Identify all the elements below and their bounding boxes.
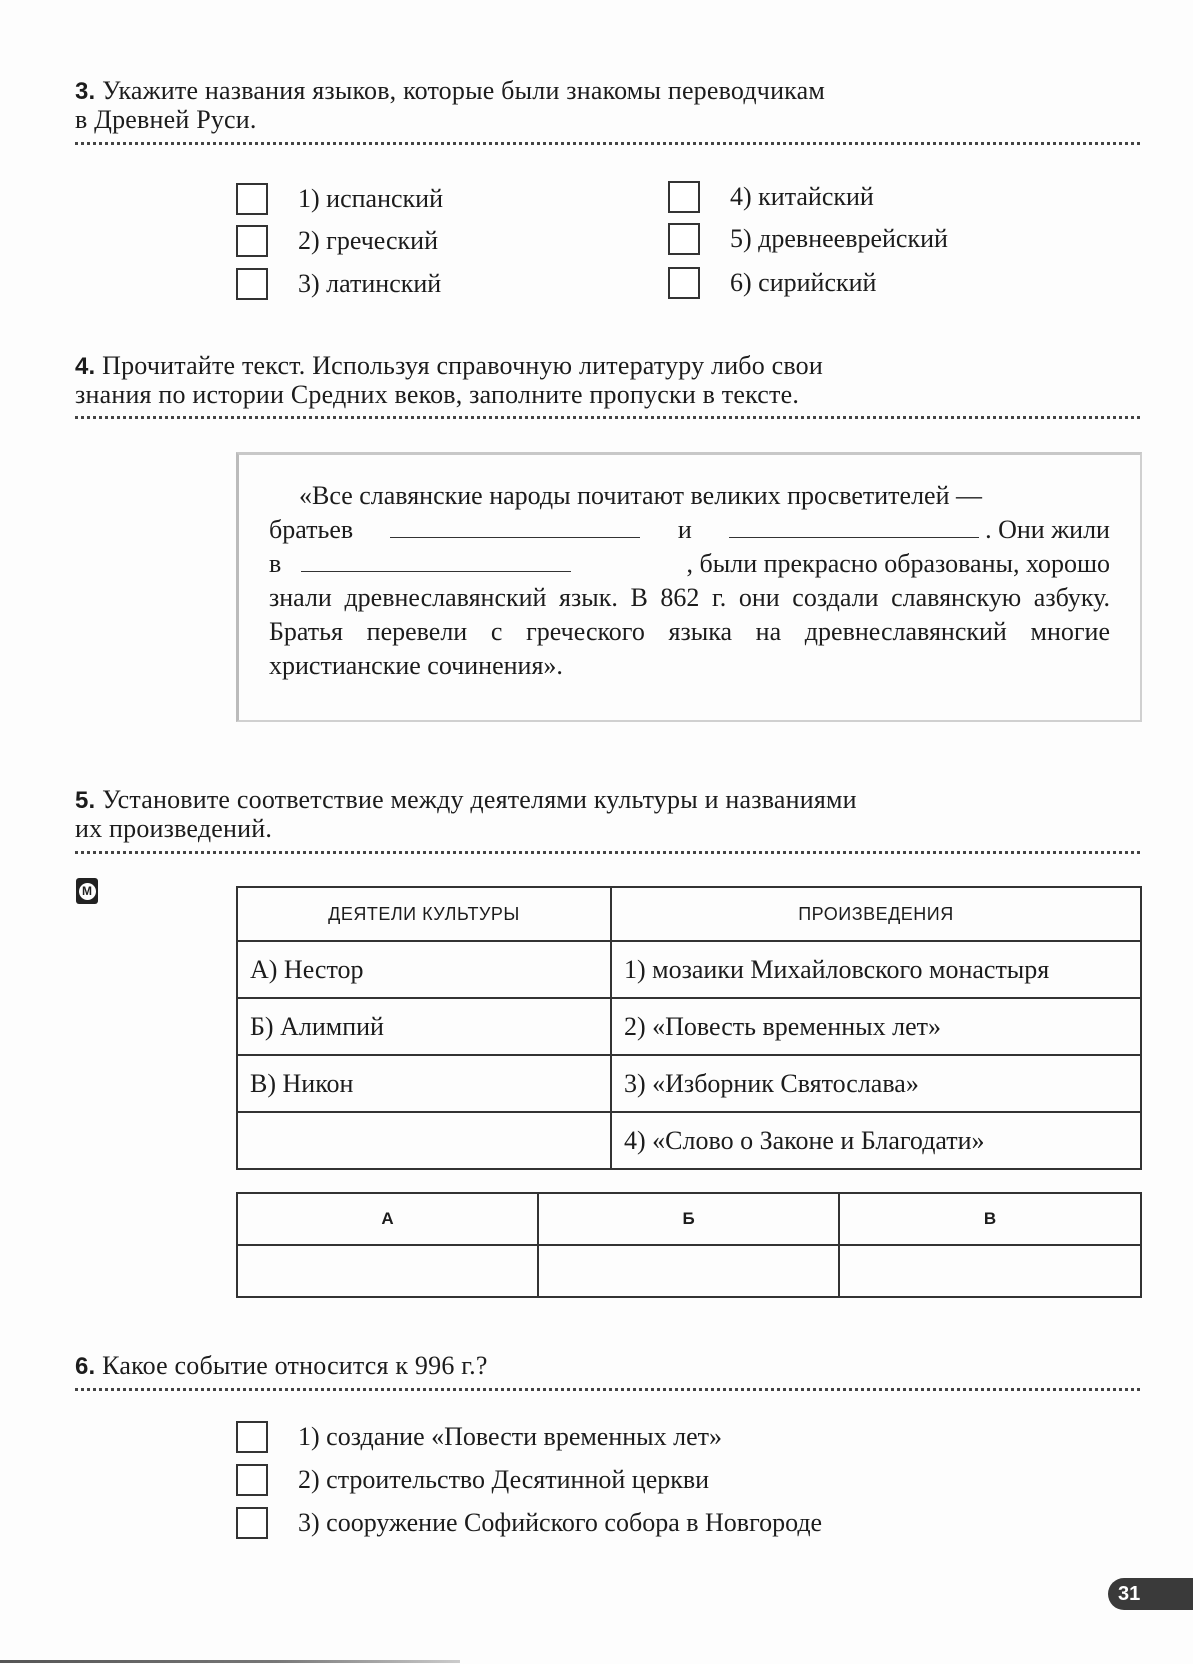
option-q3-3[interactable]: 3) латинский bbox=[236, 268, 441, 300]
blank-field-2[interactable] bbox=[729, 515, 979, 538]
option-q3-4[interactable]: 4) китайский bbox=[668, 181, 874, 213]
table-row: В) Никон 3) «Изборник Святослава» bbox=[237, 1055, 1141, 1112]
answer-checkbox[interactable] bbox=[236, 1507, 268, 1539]
question-number: 6. bbox=[75, 1353, 96, 1380]
answer-table bbox=[236, 1192, 1142, 1298]
dotted-divider bbox=[75, 851, 1140, 854]
answer-cell-v[interactable] bbox=[839, 1245, 1141, 1297]
dotted-divider bbox=[75, 142, 1140, 145]
column-header: ПРОИЗВЕДЕНИЯ bbox=[611, 887, 1141, 941]
question-number: 3. bbox=[75, 78, 96, 105]
table-row: А) Нестор 1) мозаики Михайловского монастыря bbox=[237, 941, 1141, 998]
answer-checkbox[interactable] bbox=[668, 181, 700, 213]
option-q3-6[interactable]: 6) сирийский bbox=[668, 267, 876, 299]
option-q3-1[interactable]: 1) испанский bbox=[236, 183, 443, 215]
option-q3-2[interactable]: 2) греческий bbox=[236, 225, 438, 257]
option-q6-2[interactable]: 2) строительство Десятинной церкви bbox=[236, 1464, 709, 1496]
question-6-title: 6. Какое событие относится к 996 г.? bbox=[75, 1351, 488, 1380]
table-row: Б) Алимпий 2) «Повесть временных лет» bbox=[237, 998, 1141, 1055]
page-number-badge: 31 bbox=[1108, 1578, 1193, 1610]
question-number: 4. bbox=[75, 353, 96, 380]
bottom-rule bbox=[0, 1660, 460, 1663]
question-4-title: 4. Прочитайте текст. Используя справочную литературу либо свои знания по истории Средних веков, заполните пропуски в тексте. bbox=[75, 351, 823, 409]
answer-checkbox[interactable] bbox=[668, 223, 700, 255]
answer-checkbox[interactable] bbox=[236, 1421, 268, 1453]
dotted-divider bbox=[75, 416, 1140, 419]
answer-cell-a[interactable] bbox=[237, 1245, 538, 1297]
table-row: 4) «Слово о Законе и Благодати» bbox=[237, 1112, 1141, 1169]
blank-field-1[interactable] bbox=[390, 515, 640, 538]
option-q6-3[interactable]: 3) сооружение Софийского собора в Новгороде bbox=[236, 1507, 822, 1539]
dotted-divider bbox=[75, 1388, 1140, 1391]
option-q3-5[interactable]: 5) древнееврейский bbox=[668, 223, 948, 255]
fill-in-text-box: «Все славянские народы почитают великих просветителей — братьев и . Они жили в , были прекрасно образованы, хорошо знали древнеславянский язык. В 862 г. они создали славянскую азбуку. Братья перевели с греческого языка на древнеславянский многие христианские сочинения». bbox=[236, 452, 1142, 722]
answer-checkbox[interactable] bbox=[236, 1464, 268, 1496]
question-3-title: 3. Укажите названия языков, которые были знакомы переводчикам в Древней Руси. bbox=[75, 76, 826, 134]
matching-table bbox=[236, 886, 1142, 1170]
answer-checkbox[interactable] bbox=[236, 225, 268, 257]
option-q6-1[interactable]: 1) создание «Повести временных лет» bbox=[236, 1421, 722, 1453]
answer-checkbox[interactable] bbox=[236, 268, 268, 300]
question-5-title: 5. Установите соответствие между деятелями культуры и названиями их произведений. bbox=[75, 785, 857, 843]
answer-checkbox[interactable] bbox=[236, 183, 268, 215]
answer-header-b: Б bbox=[538, 1193, 839, 1245]
blank-field-3[interactable] bbox=[301, 549, 571, 572]
answer-header-v: В bbox=[839, 1193, 1141, 1245]
answer-checkbox[interactable] bbox=[668, 267, 700, 299]
answer-header-a: А bbox=[237, 1193, 538, 1245]
question-number: 5. bbox=[75, 787, 96, 814]
m-badge-icon: M bbox=[76, 878, 98, 904]
column-header: ДЕЯТЕЛИ КУЛЬТУРЫ bbox=[237, 887, 611, 941]
answer-cell-b[interactable] bbox=[538, 1245, 839, 1297]
